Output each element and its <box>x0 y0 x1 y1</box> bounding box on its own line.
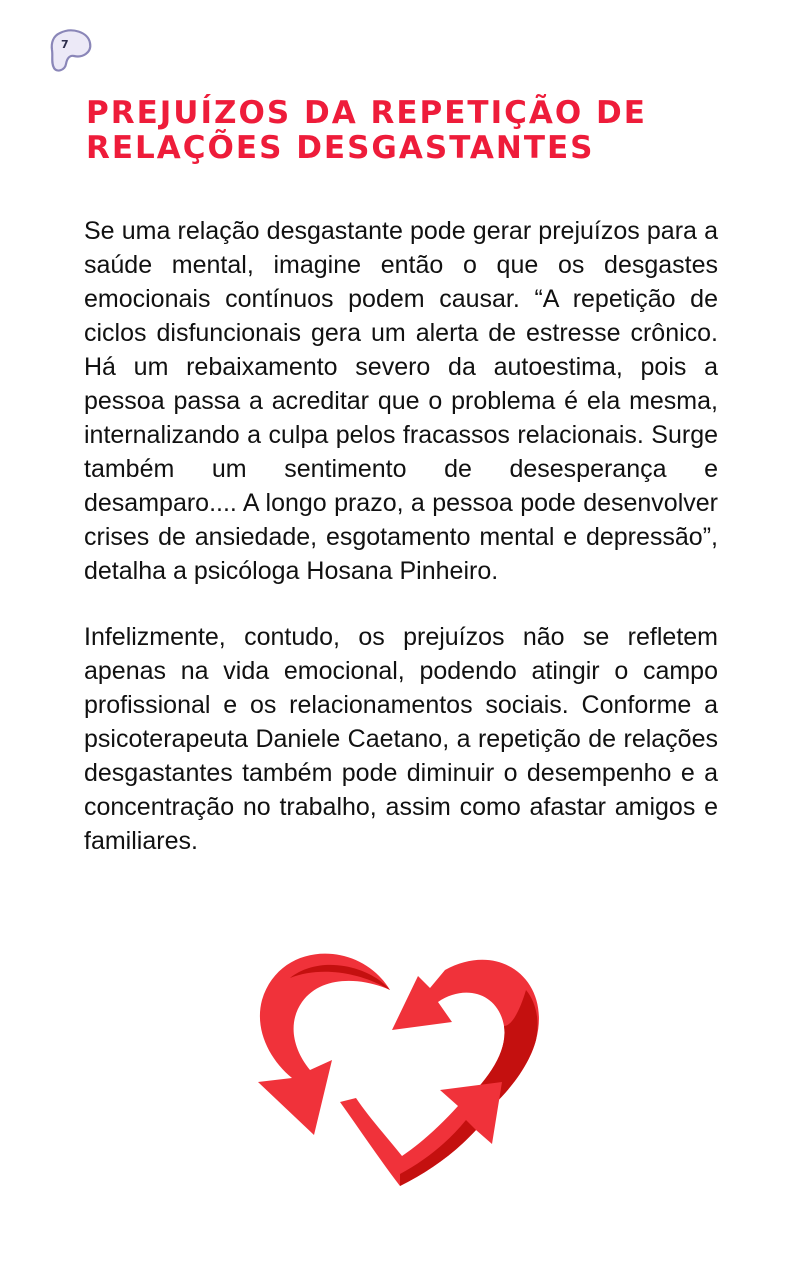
page-number: 7 <box>61 38 69 51</box>
page-number-badge <box>44 24 96 76</box>
heart-of-circular-arrows-icon <box>240 930 560 1200</box>
article-title: PREJUÍZOS DA REPETIÇÃO DE RELAÇÕES DESGASTANTES <box>86 95 647 166</box>
speech-bubble-icon <box>44 24 96 76</box>
article-body <box>84 214 718 890</box>
paragraph-1: Se uma relação desgastante pode gerar prejuízos para a saúde mental, imagine então o que os desgastes emocionais contínuos podem causar. “A repetição de ciclos disfuncionais gera um alerta de estresse crônico. Há um rebaixamento severo da autoestima, pois a pessoa passa a acreditar que o problema é ela mesma, internalizando a culpa pelos fracassos relacionais. Surge também um sentimento de desesperança e desamparo.... A longo prazo, a pessoa pode desenvolver crises de ansiedade, esgotamento mental e depressão”, detalha a psicóloga Hosana Pinheiro. <box>84 217 718 585</box>
illustration <box>240 930 560 1200</box>
paragraph-2: Infelizmente, contudo, os prejuízos não se refletem apenas na vida emocional, podendo atingir o campo profissional e os relacionamentos sociais. Conforme a psicoterapeuta Daniele Caetano, a repetição de relações desgastantes também pode diminuir o desempenho e a concentração no trabalho, assim como afastar amigos e familiares. <box>84 623 718 855</box>
